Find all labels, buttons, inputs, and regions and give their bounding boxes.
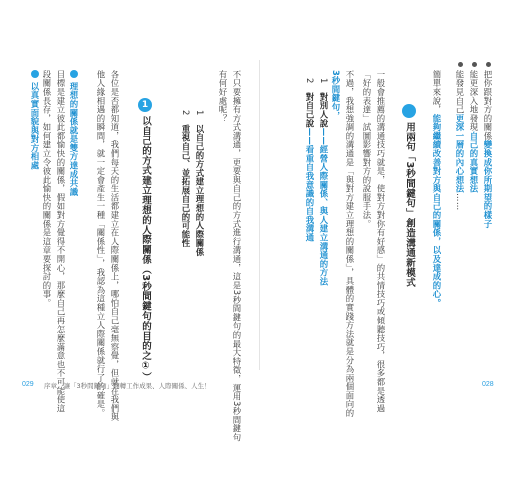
body-line: 「好的表達」試圖影響對方的說服手法。	[362, 70, 372, 229]
running-head: 序章 讓「3秒間鍵句」翻轉工作成果、人際關係、人生！	[44, 382, 211, 390]
bullet-dot	[486, 62, 491, 67]
bullet-item: 能發見自己更深一層的內心想法……	[455, 70, 465, 211]
body-line: 不只要擁有方式溝通，更要與自己的方式進行溝通，這是3秒間鍵句的最大特徵，運用3秒間鍵句	[232, 70, 242, 442]
list-item-1: 1 對別人說——經營人際關係、與人建立溝通的方法	[319, 78, 329, 286]
body-line: 目標是建立彼此都愉快的關係，假如對方覺得不開心，那麼自己再怎麼滿意也不可能使這	[56, 70, 66, 413]
bullet-dot	[472, 62, 477, 67]
sub-item-2: 2 重視自己、並拓展自己的可能性	[181, 110, 191, 248]
bullet-dot	[458, 62, 463, 67]
body-line: 各位是否都知道，我們每天的生活都建立在人際關係上，哪怕自己毫無察覺，但就在我們與	[110, 70, 120, 422]
section-heading: 以自己的方式建立理想的人際關係（3秒間鍵句的目的之①）	[140, 116, 151, 382]
page-number-right: 028	[482, 381, 494, 388]
list-item-2: 2 對自己說——看重自我意識的自我溝通	[305, 78, 315, 242]
point-badge	[31, 70, 39, 78]
intro-paragraph: 簡單來說，能夠繼續改善對方與自己的關係，以及達成的心。	[432, 70, 442, 308]
point-title: 理想的關係就是雙方達成共識	[69, 82, 79, 197]
body-line: 他人緣相遇的瞬間，就一定會產生一種「關係性」，我認為這種立人際關係就行了的確是。	[96, 70, 106, 418]
body-line: 一般會推薦的溝通技巧就是，使對方對你有好感」的共情技巧或傾聽技巧，很多都是透過	[376, 70, 386, 413]
bullet-item: 把你跟對方的關係變換成你所期望的樣子	[483, 70, 493, 229]
section-heading: 用兩句「3秒間鍵句」創造溝通新模式	[404, 122, 415, 288]
point-title: 以真實面貌與對方相處	[30, 82, 40, 170]
body-line: 有何好處呢？	[218, 70, 228, 123]
page-number-left: 029	[22, 381, 34, 388]
page-fold	[259, 60, 260, 370]
body-line: 段關係長存，如何建立令彼此愉快的關係是這章要探討的事。	[42, 70, 52, 308]
body-line: 不過，我想強調的溝通是「與對方建立理想的關係」，具體的實踐方法就是分為兩個面向的	[345, 70, 355, 418]
section-circle-icon	[402, 104, 416, 118]
point-badge	[70, 70, 78, 78]
bullet-item: 能更深入地發現自己的真實想法	[469, 70, 479, 194]
sub-item-1: 1 以自己的方式建立理想的人際關係	[195, 110, 205, 257]
section-number: 1	[141, 100, 149, 110]
list-intro: 3秒間鍵句，	[331, 70, 341, 121]
